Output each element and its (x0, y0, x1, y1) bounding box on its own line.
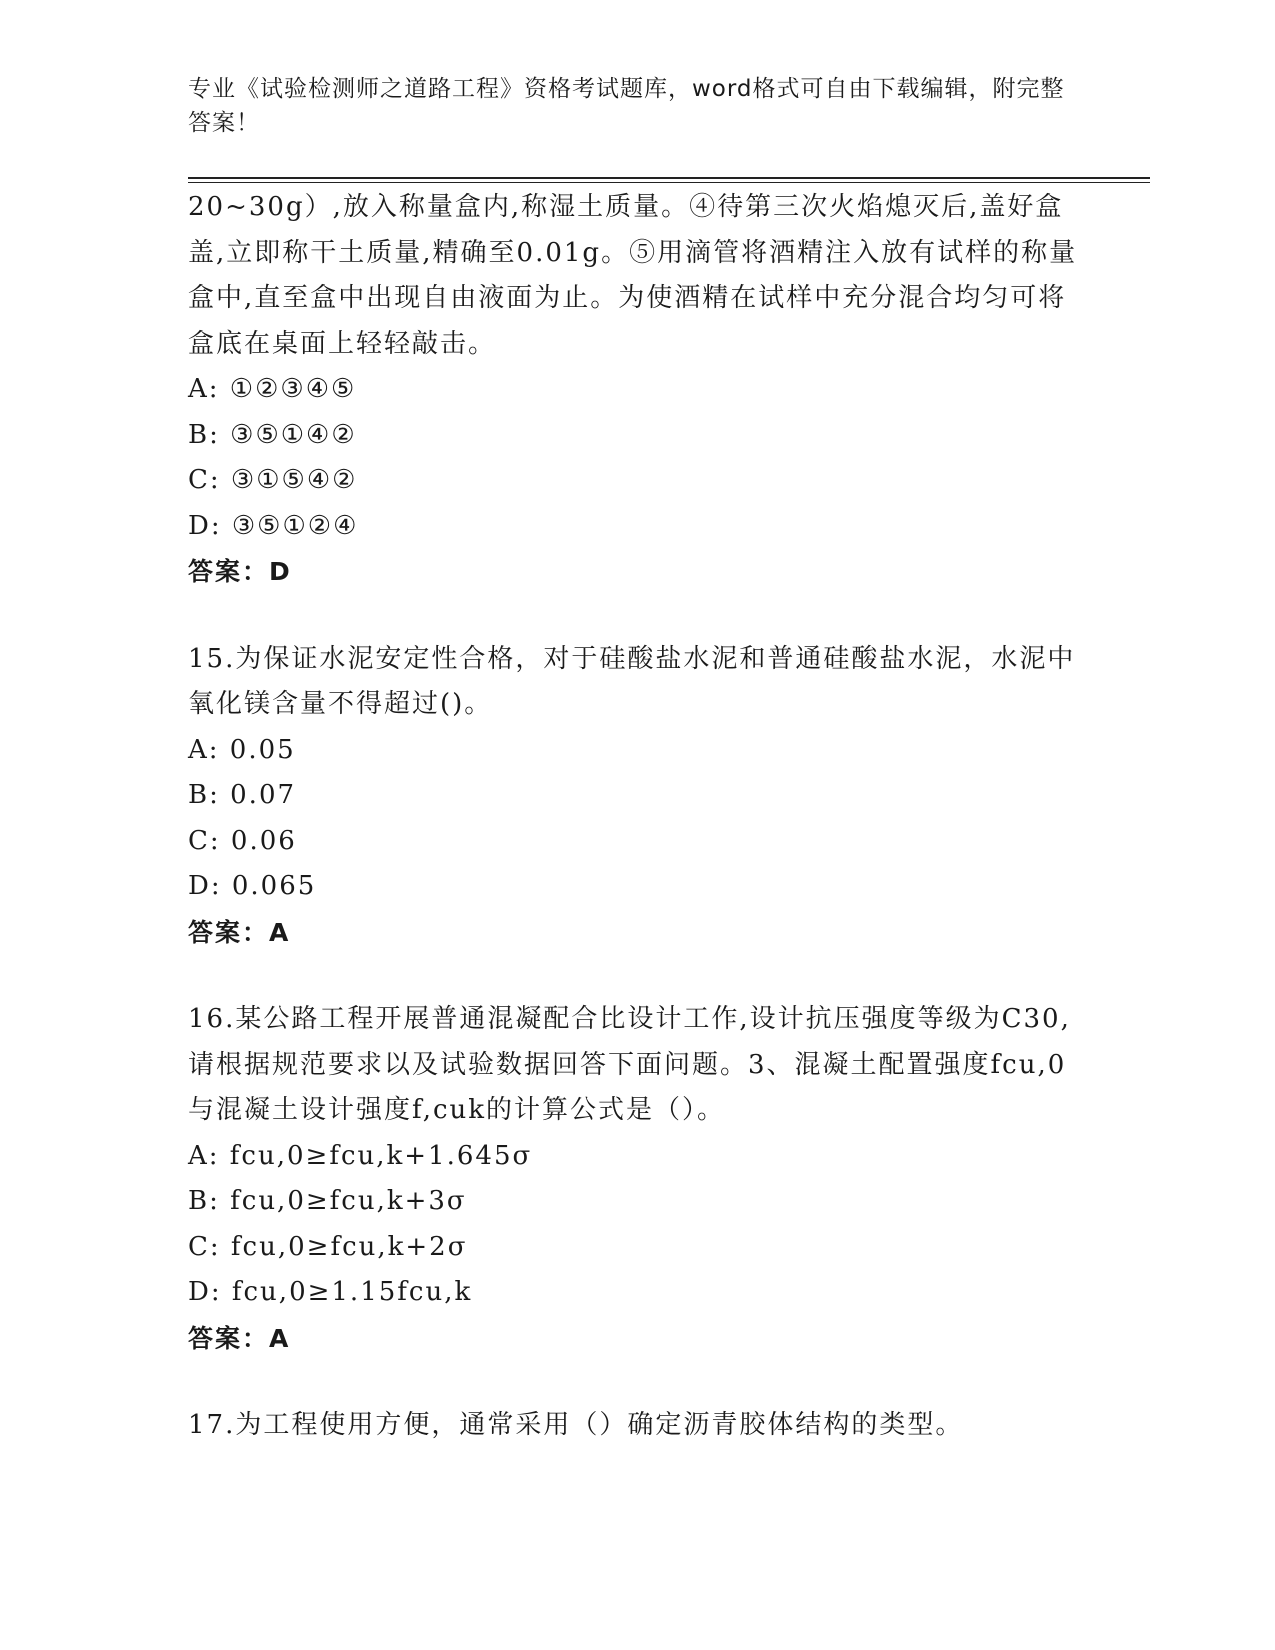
question-16-answer: 答案：A (188, 1323, 291, 1353)
question-16-text: 16.某公路工程开展普通混凝配合比设计工作,设计抗压强度等级为C30,请根据规范要求以及试验数据回答下面问题。3、混凝土配置强度fcu,0与混凝土设计强度f,cuk的计算公式是（）。 (188, 1004, 1071, 1125)
question-15-option-c: C: 0.06 (188, 825, 297, 856)
question-16-option-b: B: fcu,0≥fcu,k+3σ (188, 1186, 467, 1216)
page-header: 专业《试验检测师之道路工程》资格考试题库，word格式可自由下载编辑，附完整答案！ (188, 76, 1065, 136)
question-14-option-a: A: ①②③④⑤ (188, 374, 357, 404)
question-14 (188, 185, 1088, 595)
question-14-option-c: C: ③①⑤④② (188, 465, 358, 495)
question-16-option-c: C: fcu,0≥fcu,k+2σ (188, 1231, 468, 1262)
question-17-text: 17.为工程使用方便，通常采用（）确定沥青胶体结构的类型。 (188, 1410, 964, 1440)
spacer (188, 595, 1088, 637)
question-14-continuation: 20~30g）,放入称量盒内,称湿土质量。④待第三次火焰熄灭后,盖好盒盖,立即称干土质量,精确至0.01g。⑤用滴管将酒精注入放有试样的称量盒中,直至盒中出现自由液面为止。为使酒精在试样中充分混合均匀可将盒底在桌面上轻轻敲击。 (188, 192, 1078, 359)
spacer (188, 955, 1088, 997)
question-15 (188, 637, 1088, 956)
question-15-option-b: B: 0.07 (188, 780, 297, 810)
question-17 (188, 1403, 1088, 1449)
question-15-text: 15.为保证水泥安定性合格，对于硅酸盐水泥和普通硅酸盐水泥，水泥中氧化镁含量不得超过()。 (188, 643, 1076, 719)
spacer (188, 1361, 1088, 1403)
document-body (188, 185, 1088, 1449)
question-15-option-d: D: 0.065 (188, 871, 317, 901)
question-14-option-b: B: ③⑤①④② (188, 419, 357, 450)
question-16 (188, 997, 1088, 1361)
question-14-answer: 答案：D (188, 557, 292, 586)
header-rule-thin (188, 182, 1150, 183)
question-16-option-d: D: fcu,0≥1.15fcu,k (188, 1277, 473, 1307)
question-15-option-a: A: 0.05 (188, 734, 296, 765)
header-rule-thick (188, 177, 1150, 179)
question-14-option-d: D: ③⑤①②④ (188, 510, 359, 541)
question-16-option-a: A: fcu,0≥fcu,k+1.645σ (188, 1140, 533, 1171)
question-15-answer: 答案：A (188, 917, 291, 947)
